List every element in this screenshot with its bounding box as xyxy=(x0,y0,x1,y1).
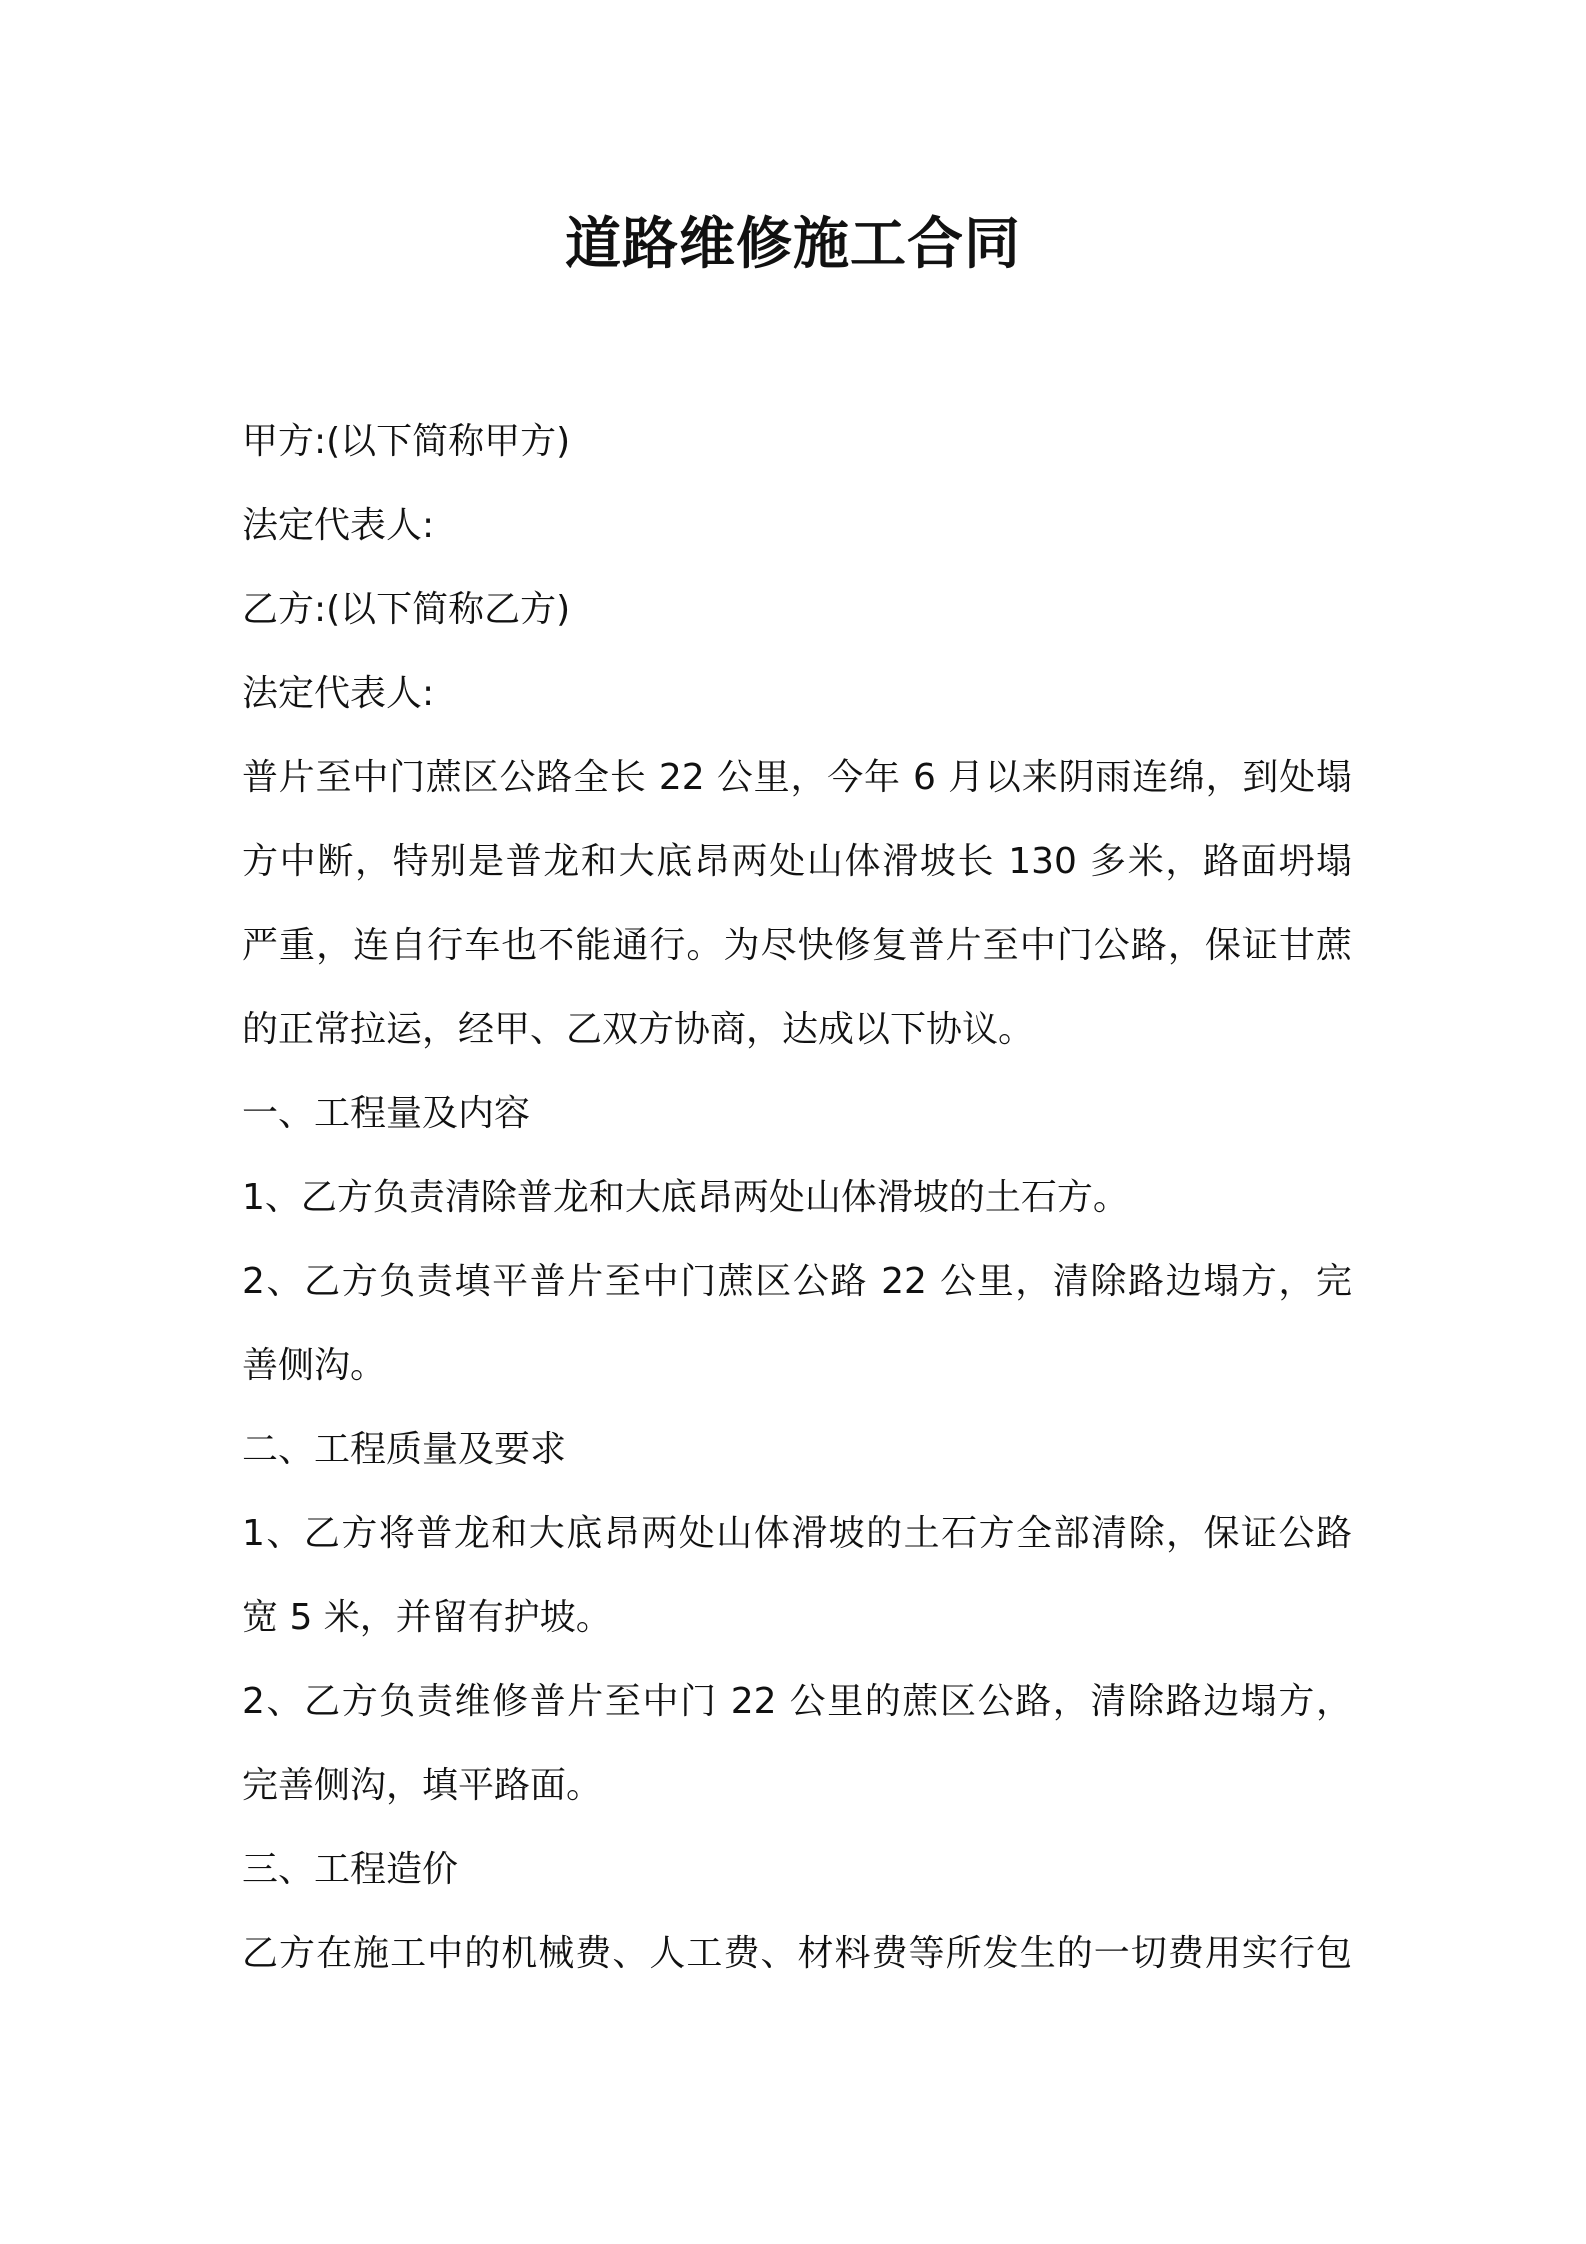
body-line: 方中断，特别是普龙和大底昂两处山体滑坡长 130 多米，路面坍塌 xyxy=(242,841,1352,882)
document-title: 道路维修施工合同 xyxy=(565,212,1021,277)
body-line: 1、乙方负责清除普龙和大底昂两处山体滑坡的土石方。 xyxy=(242,1177,1129,1218)
body-line: 一、工程量及内容 xyxy=(242,1093,531,1134)
body-line: 2、乙方负责填平普片至中门蔗区公路 22 公里，清除路边塌方，完 xyxy=(242,1261,1352,1302)
body-line: 二、工程质量及要求 xyxy=(242,1429,567,1470)
body-line: 甲方:(以下简称甲方) xyxy=(242,421,571,462)
body-line: 善侧沟。 xyxy=(242,1345,387,1386)
body-line: 1、乙方将普龙和大底昂两处山体滑坡的土石方全部清除，保证公路 xyxy=(242,1513,1352,1554)
body-line: 普片至中门蔗区公路全长 22 公里，今年 6 月以来阴雨连绵，到处塌 xyxy=(242,757,1352,798)
document-body xyxy=(242,400,1352,1996)
body-line: 的正常拉运，经甲、乙双方协商，达成以下协议。 xyxy=(242,1009,1035,1050)
body-line: 法定代表人: xyxy=(242,673,435,714)
body-line: 乙方:(以下简称乙方) xyxy=(242,589,571,630)
body-line: 2、乙方负责维修普片至中门 22 公里的蔗区公路，清除路边塌方， xyxy=(242,1681,1352,1722)
body-line: 完善侧沟，填平路面。 xyxy=(242,1765,603,1806)
body-line: 法定代表人: xyxy=(242,505,435,546)
body-line: 三、工程造价 xyxy=(242,1849,459,1890)
body-line: 宽 5 米，并留有护坡。 xyxy=(242,1597,612,1638)
body-line: 乙方在施工中的机械费、人工费、材料费等所发生的一切费用实行包 xyxy=(242,1933,1352,1974)
body-line: 严重，连自行车也不能通行。为尽快修复普片至中门公路，保证甘蔗 xyxy=(242,925,1352,966)
